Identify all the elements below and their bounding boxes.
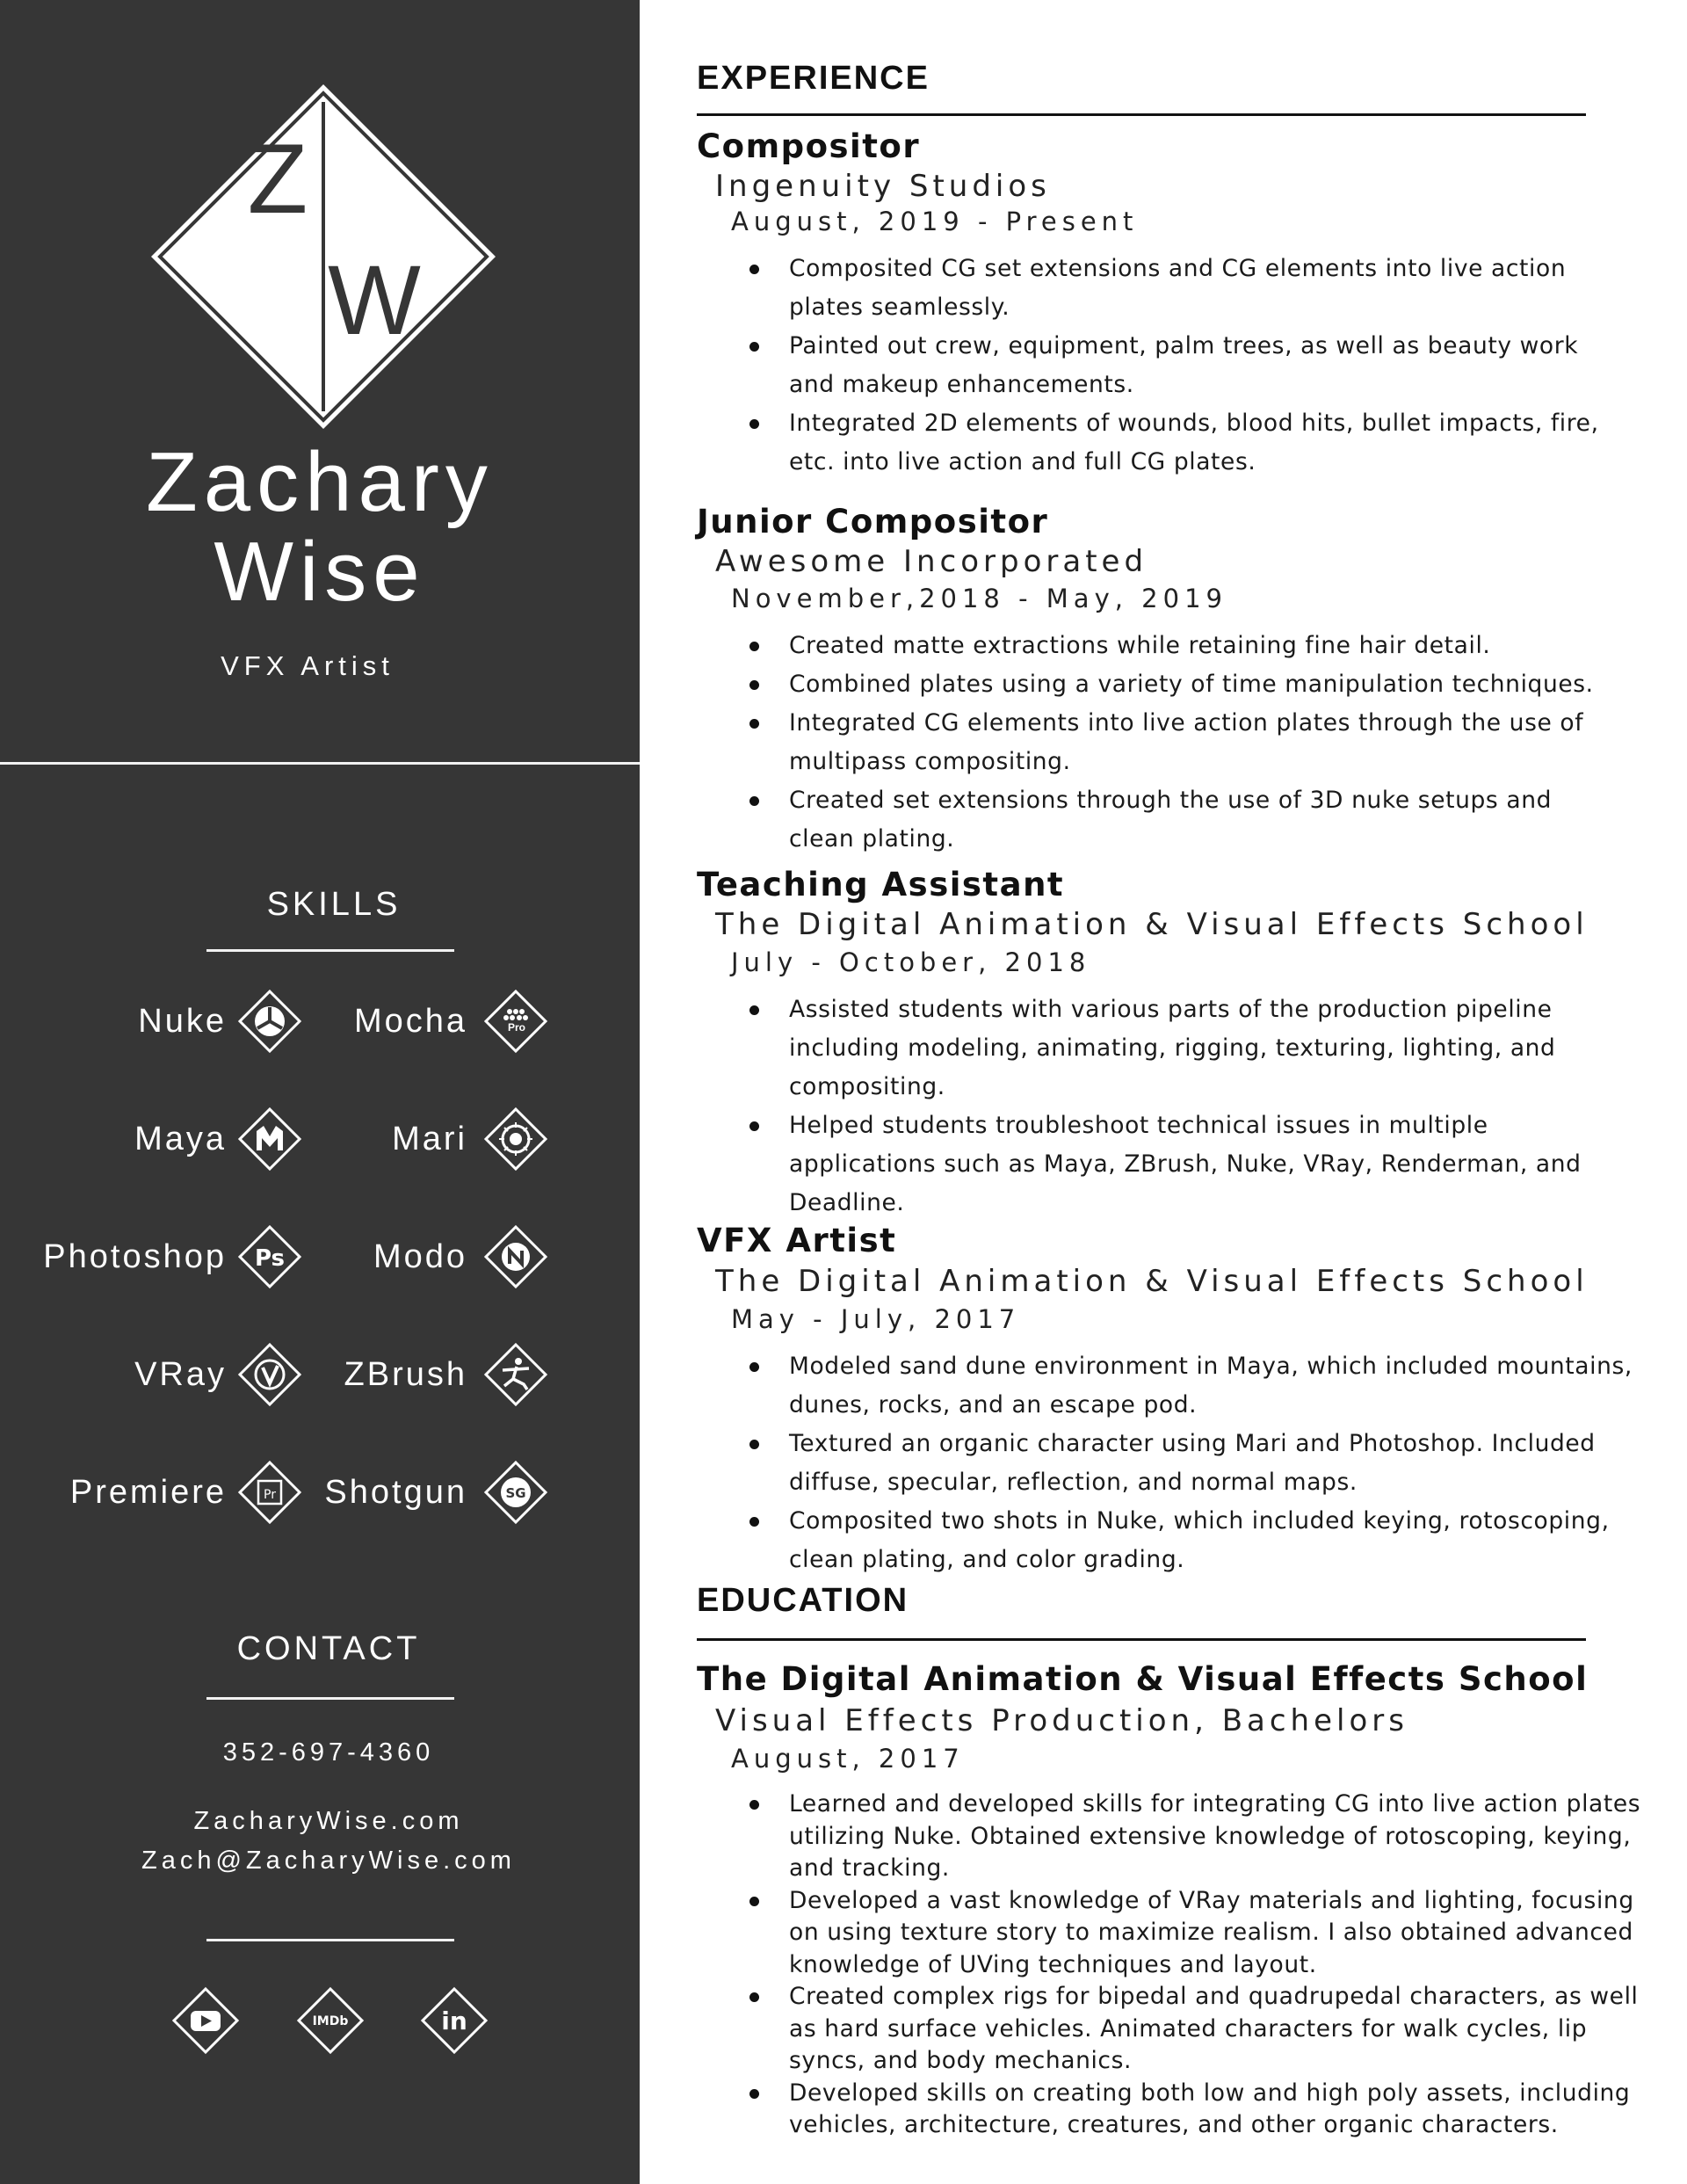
- mocha-icon-text: Pro: [507, 1021, 526, 1034]
- bullet-item: Textured an organic character using Mari and Photoshop. Included diffuse, specular, reflection, and normal maps.: [729, 1425, 1661, 1502]
- skill-label-mocha: Mocha: [353, 1003, 467, 1040]
- bullet-item: Composited two shots in Nuke, which included keying, rotoscoping, clean plating, and color grading.: [729, 1502, 1661, 1579]
- job-title-teaching-assistant: Teaching Assistant: [697, 866, 1065, 903]
- imdb-icon[interactable]: [296, 1986, 365, 2055]
- website-link[interactable]: ZacharyWise.com: [193, 1807, 464, 1835]
- job-title-junior-compositor: Junior Compositor: [697, 503, 1049, 541]
- photoshop-icon-text: Ps: [254, 1245, 286, 1272]
- bullet-item: Developed a vast knowledge of VRay materials and lighting, focusing on using texture story to maximize realism. I also obtained advanced knowledge of UVing techniques and layout.: [729, 1885, 1661, 1982]
- company-name: The Digital Animation & Visual Effects School: [715, 907, 1589, 942]
- logo-letter-w: W: [328, 245, 421, 355]
- linkedin-icon-text: in: [441, 2006, 467, 2035]
- social-divider: [206, 1939, 454, 1941]
- linkedin-icon[interactable]: [420, 1986, 489, 2055]
- skill-label-shotgun: Shotgun: [324, 1474, 467, 1511]
- youtube-icon[interactable]: [171, 1986, 240, 2055]
- sidebar-divider: [0, 762, 640, 765]
- job-bullets: [729, 1347, 1661, 1579]
- company-name: Awesome Incorporated: [715, 544, 1148, 579]
- job-dates: August, 2019 - Present: [731, 207, 1139, 236]
- school-name: The Digital Animation & Visual Effects School: [697, 1660, 1589, 1698]
- company-name: Ingenuity Studios: [715, 169, 1051, 204]
- bullet-item: Created matte extractions while retaining fine hair detail.: [729, 627, 1608, 665]
- skill-label-photoshop: Photoshop: [43, 1238, 227, 1275]
- phone-number: 352-697-4360: [222, 1738, 435, 1767]
- job-title-compositor: Compositor: [697, 127, 921, 165]
- skill-label-vray: VRay: [134, 1356, 227, 1393]
- logo-letter-z: Z: [247, 124, 308, 234]
- first-name: Zachary: [146, 435, 494, 529]
- bullet-item: Combined plates using a variety of time manipulation techniques.: [729, 665, 1608, 704]
- job-dates: May - July, 2017: [731, 1304, 1021, 1334]
- shotgun-icon: [483, 1460, 548, 1525]
- bullet-item: Modeled sand dune environment in Maya, which included mountains, dunes, rocks, and an escape pod.: [729, 1347, 1661, 1425]
- bullet-item: Integrated 2D elements of wounds, blood hits, bullet impacts, fire, etc. into live action and full CG plates.: [729, 404, 1608, 482]
- zbrush-icon: [483, 1342, 548, 1407]
- modo-icon: [483, 1224, 548, 1289]
- skill-label-modo: Modo: [373, 1238, 467, 1275]
- premiere-icon-text: Pr: [264, 1488, 276, 1502]
- job-bullets: [729, 250, 1608, 482]
- company-name: The Digital Animation & Visual Effects School: [715, 1264, 1589, 1299]
- bullet-item: Learned and developed skills for integrating CG into live action plates utilizing Nuke. Obtained extensive knowledge of rotoscoping, keying, and tracking.: [729, 1789, 1661, 1885]
- bullet-item: Helped students troubleshoot technical issues in multiple applications such as Maya, ZBrush, Nuke, VRay, Renderman, and Deadline.: [729, 1107, 1608, 1223]
- skill-label-premiere: Premiere: [69, 1474, 227, 1511]
- mari-icon: [483, 1107, 548, 1172]
- job-bullets: [729, 627, 1608, 859]
- email-link[interactable]: Zach@ZacharyWise.com: [141, 1847, 516, 1875]
- zw-monogram-logo: [148, 81, 499, 432]
- education-bullets: [729, 1789, 1661, 2142]
- job-title-tagline: VFX Artist: [221, 650, 395, 681]
- full-name: [0, 435, 640, 619]
- graduation-date: August, 2017: [731, 1744, 965, 1774]
- imdb-icon-text: IMDb: [312, 2014, 349, 2028]
- education-heading: EDUCATION: [697, 1582, 909, 1619]
- job-title-vfx-artist: VFX Artist: [697, 1222, 897, 1259]
- sidebar: [0, 0, 640, 2184]
- skill-label-mari: Mari: [392, 1121, 467, 1157]
- bullet-item: Created set extensions through the use of 3D nuke setups and clean plating.: [729, 781, 1608, 859]
- degree-name: Visual Effects Production, Bachelors: [715, 1703, 1408, 1738]
- experience-heading: EXPERIENCE: [697, 60, 930, 97]
- job-dates: July - October, 2018: [731, 947, 1091, 977]
- skill-label-nuke: Nuke: [138, 1003, 227, 1040]
- bullet-item: Painted out crew, equipment, palm trees, as well as beauty work and makeup enhancements.: [729, 327, 1608, 404]
- experience-divider: [697, 113, 1586, 116]
- education-divider: [697, 1638, 1586, 1641]
- skills-divider: [206, 949, 454, 952]
- vray-icon: [237, 1342, 302, 1407]
- shotgun-icon-text: SG: [505, 1485, 526, 1501]
- contact-divider: [206, 1697, 454, 1700]
- skills-heading: SKILLS: [266, 886, 402, 923]
- contact-heading: CONTACT: [236, 1630, 421, 1667]
- premiere-icon: [237, 1460, 302, 1525]
- bullet-item: Developed skills on creating both low and high poly assets, including vehicles, architecture, creatures, and other organic characters.: [729, 2078, 1661, 2142]
- bullet-item: Composited CG set extensions and CG elements into live action plates seamlessly.: [729, 250, 1608, 327]
- skill-label-maya: Maya: [134, 1121, 227, 1157]
- last-name: Wise: [214, 525, 426, 619]
- mocha-icon: [483, 989, 548, 1054]
- job-bullets: [729, 990, 1608, 1223]
- skill-label-zbrush: ZBrush: [344, 1356, 467, 1393]
- bullet-item: Assisted students with various parts of the production pipeline including modeling, animating, rigging, texturing, lighting, and compositing.: [729, 990, 1608, 1107]
- job-dates: November,2018 - May, 2019: [731, 584, 1227, 613]
- photoshop-icon: [237, 1224, 302, 1289]
- bullet-item: Integrated CG elements into live action plates through the use of multipass compositing.: [729, 704, 1608, 781]
- main-content: [694, 0, 1669, 2184]
- maya-icon: [237, 1107, 302, 1172]
- nuke-icon: [237, 989, 302, 1054]
- bullet-item: Created complex rigs for bipedal and quadrupedal characters, as well as hard surface vehicles. Animated characters for walk cycles, lip syncs, and body mechanics.: [729, 1981, 1661, 2078]
